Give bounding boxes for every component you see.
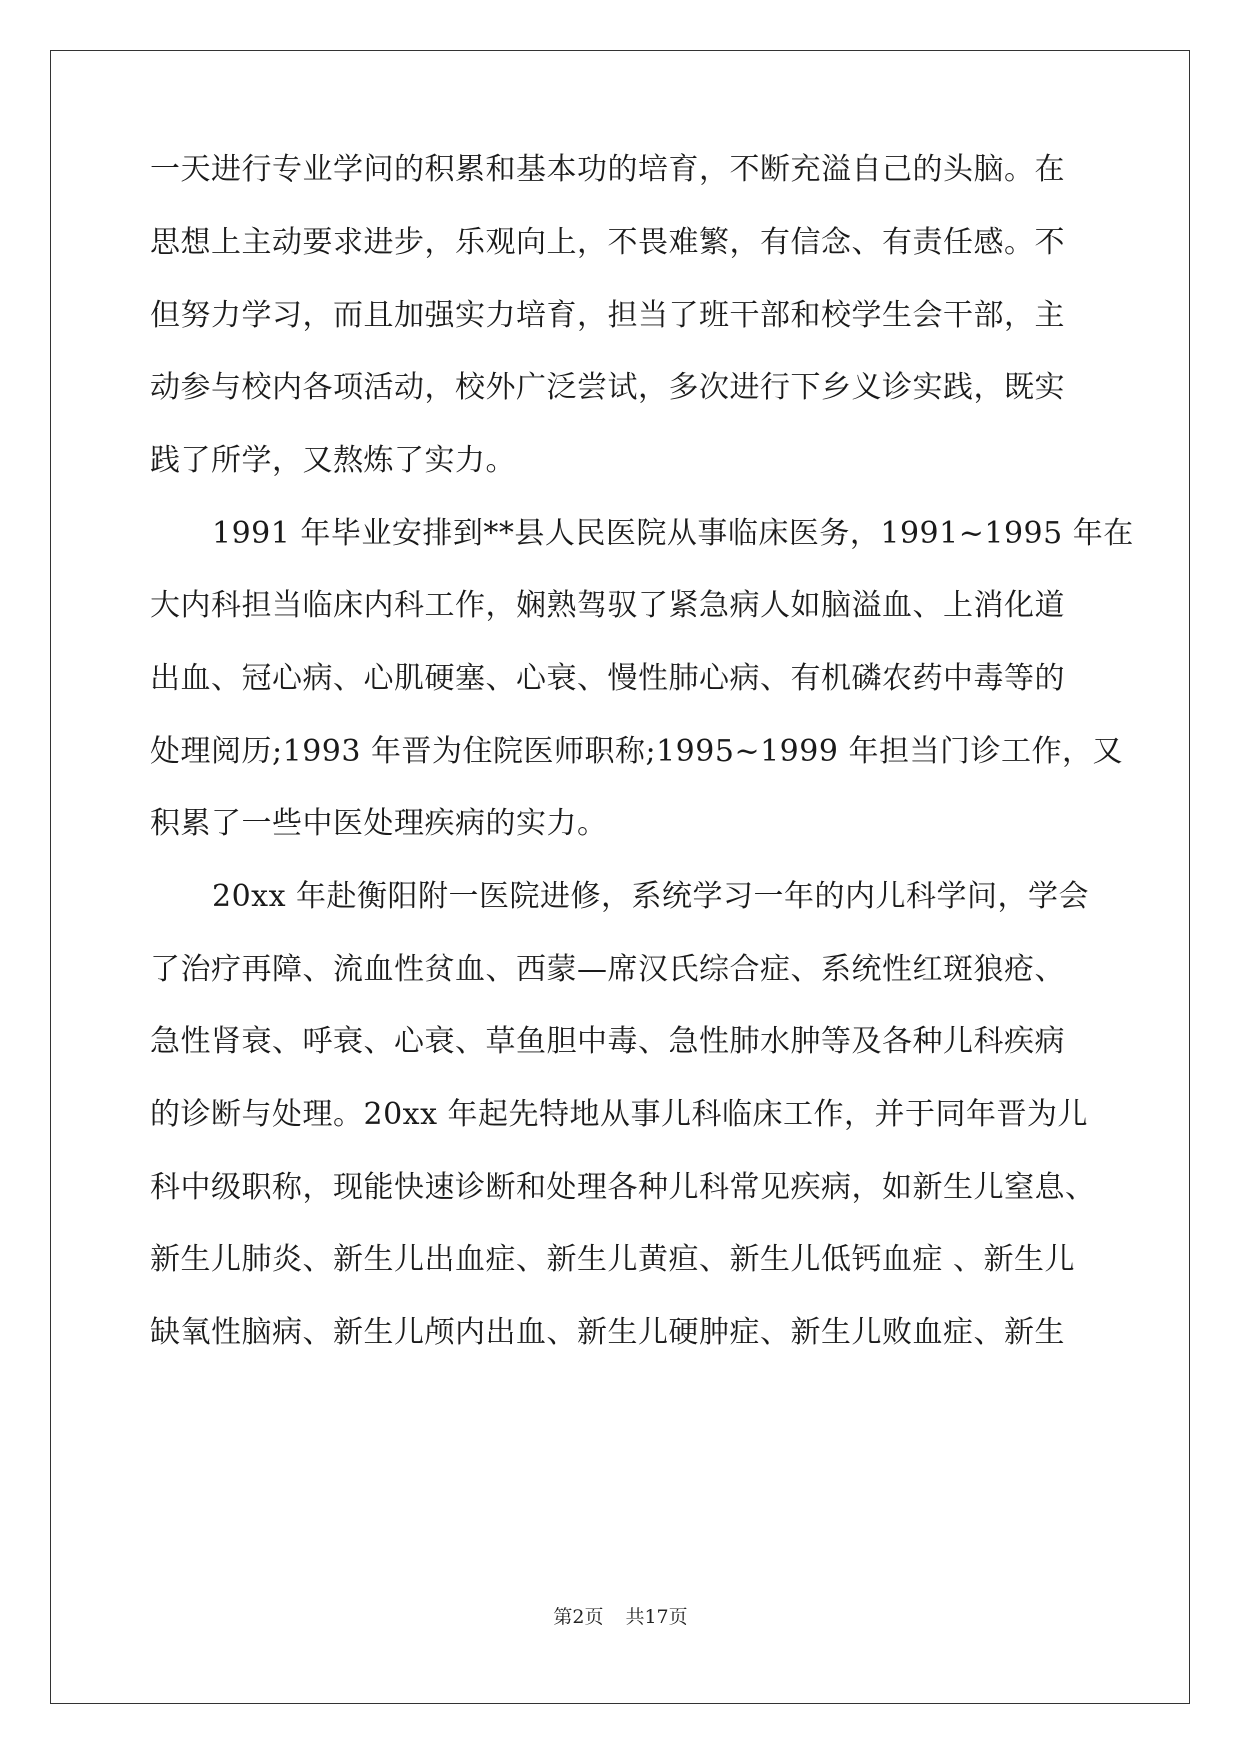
text-line: 但努力学习，而且加强实力培育，担当了班干部和校学生会干部，主 [150, 298, 1065, 333]
paragraph-first-line: 1991 年毕业安排到**县人民医院从事临床医务，1991~1995 年在 [212, 516, 1134, 551]
paragraph-first-line: 20xx 年赴衡阳附一医院进修，系统学习一年的内儿科学问，学会 [212, 879, 1090, 914]
text-line: 大内科担当临床内科工作，娴熟驾驭了紧急病人如脑溢血、上消化道 [150, 588, 1065, 623]
text-line: 科中级职称，现能快速诊断和处理各种儿科常见疾病，如新生儿窒息、 [150, 1170, 1096, 1205]
text-line: 动参与校内各项活动，校外广泛尝试，多次进行下乡义诊实践，既实 [150, 370, 1065, 405]
text-line: 处理阅历;1993 年晋为住院医师职称;1995~1999 年担当门诊工作，又 [150, 734, 1123, 769]
text-line: 践了所学，又熬炼了实力。 [150, 443, 516, 478]
page-number: 第2页 [553, 1606, 604, 1628]
page-total: 共17页 [625, 1606, 688, 1628]
text-line: 的诊断与处理。20xx 年起先特地从事儿科临床工作，并于同年晋为儿 [150, 1097, 1089, 1132]
text-line: 了治疗再障、流血性贫血、西蒙—席汉氏综合症、系统性红斑狼疮、 [150, 952, 1065, 987]
text-line: 积累了一些中医处理疾病的实力。 [150, 806, 608, 841]
text-line: 急性肾衰、呼衰、心衰、草鱼胆中毒、急性肺水肿等及各种儿科疾病 [150, 1024, 1065, 1059]
text-line: 新生儿肺炎、新生儿出血症、新生儿黄疸、新生儿低钙血症 、新生儿 [150, 1242, 1076, 1277]
text-line: 缺氧性脑病、新生儿颅内出血、新生儿硬肿症、新生儿败血症、新生 [150, 1315, 1065, 1350]
text-line: 一天进行专业学问的积累和基本功的培育，不断充溢自己的头脑。在 [150, 152, 1065, 187]
text-line: 思想上主动要求进步，乐观向上，不畏难繁，有信念、有责任感。不 [150, 225, 1065, 260]
page-footer [0, 1604, 1241, 1630]
text-line: 出血、冠心病、心肌硬塞、心衰、慢性肺心病、有机磷农药中毒等的 [150, 661, 1065, 696]
